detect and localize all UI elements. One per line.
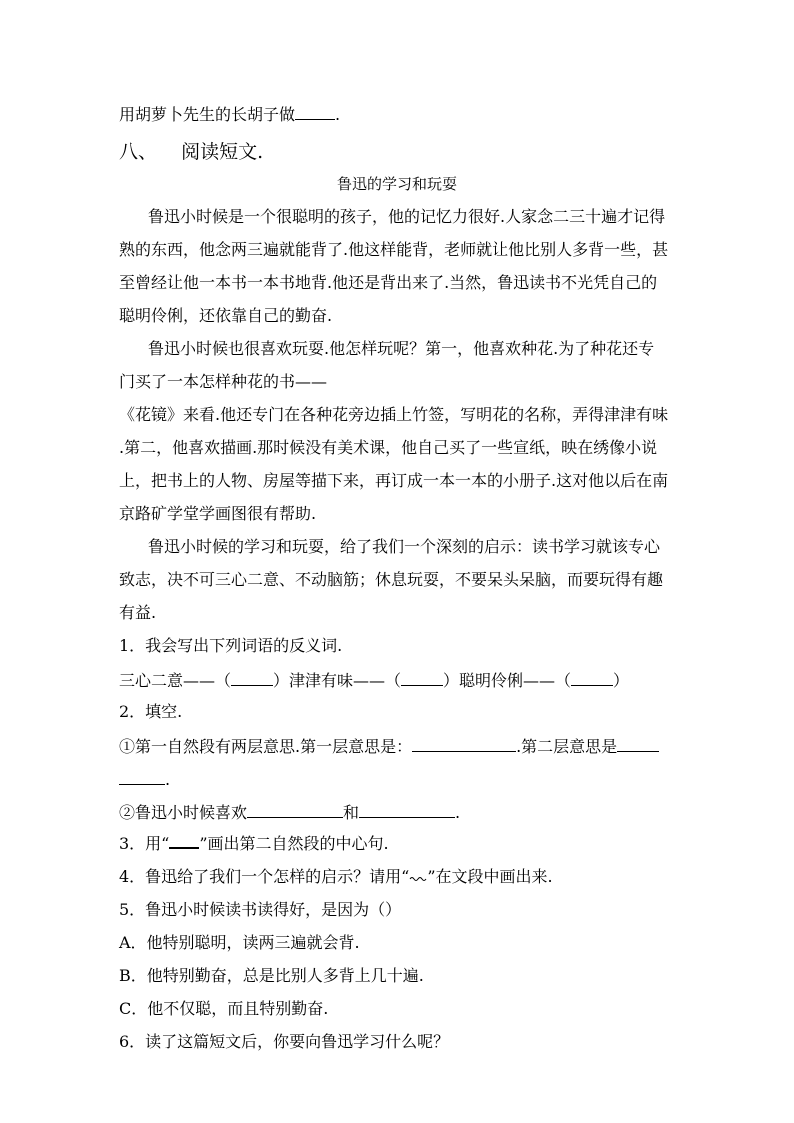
passage-line: 致志，决不可三心二意、不动脑筋；休息玩耍，不要呆头呆脑，而要玩得有趣 [119,570,664,589]
second-meaning-blank-cont[interactable] [119,768,165,785]
section-number: 八、 [119,141,158,163]
question-1: 1．我会写出下列词语的反义词. [119,636,343,655]
passage-line: 有益. [119,603,157,622]
antonym-blank-2[interactable] [401,669,443,686]
question-2-line-1: ①第一自然段有两层意思.第一层意思是： .第二层意思是 [119,735,659,757]
question-1-blanks: 三心二意——（ ）津津有味——（ ）聪明伶俐——（ ） [119,671,630,690]
question-3: 3．用“ ”画出第二自然段的中心句. [119,834,389,853]
question-5: 5．鲁迅小时候读书读得好，是因为（） [119,900,402,919]
answer-blank[interactable] [295,103,335,120]
passage-line: 京路矿学堂学画图很有帮助. [119,504,317,523]
question-2-line-2: ②鲁迅小时候喜欢 和 . [119,803,461,822]
passage-title: 鲁迅的学习和玩耍 [336,175,457,193]
option-b[interactable]: B．他特别勤奋，总是比别人多背上几十遍. [119,966,424,985]
antonym-blank-1[interactable] [231,669,273,686]
option-c[interactable]: C．他不仅聪，而且特别勤奋. [119,999,329,1018]
second-meaning-blank[interactable] [617,735,659,752]
section-heading [119,141,263,163]
antonym-blank-3[interactable] [571,669,613,686]
passage-line: 《花镜》来看.他还专门在各种花旁边插上竹签，写明花的名称，弄得津津有味 [119,405,669,424]
passage-line: 鲁迅小时候的学习和玩耍，给了我们一个深刻的启示：读书学习就该专心 [148,537,661,556]
section-title: 阅读短文. [181,141,264,163]
passage-line: .第二，他喜欢描画.那时候没有美术课，他自己买了一些宣纸，映在绣像小说 [119,438,658,457]
passage-line: 熟的东西，他念两三遍就能背了.他这样能背，老师就让他比别人多背一些，甚 [119,240,669,259]
passage-line: 聪明伶俐，还依靠自己的勤奋. [119,306,333,325]
option-a[interactable]: A．他特别聪明，读两三遍就会背. [119,933,360,952]
hobby-blank-2[interactable] [359,801,455,818]
question-4: 4．鲁迅给了我们一个怎样的启示？请用“ ”在文段中画出来. [119,867,553,886]
question-6: 6．读了这篇短文后，你要向鲁迅学习什么呢？ [119,1032,450,1051]
passage-line: 至曾经让他一本书一本书地背.他还是背出来了.当然，鲁迅读书不光凭自己的 [119,273,658,292]
hobby-blank-1[interactable] [247,801,343,818]
first-meaning-blank[interactable] [412,735,516,752]
previous-question-line: 用胡萝卜先生的长胡子做 . [119,105,341,124]
passage-line: 门买了一本怎样种花的书—— [119,372,328,391]
question-2: 2．填空. [119,702,183,721]
passage-line: 上，把书上的人物、房屋等描下来，再订成一本一本的小册子.这对他以后在南 [119,471,669,490]
previous-question-text: 用胡萝卜先生的长胡子做 [119,105,296,124]
passage-line: 鲁迅小时候是一个很聪明的孩子，他的记忆力很好.人家念二三十遍才记得 [148,207,666,226]
question-2-line-1-cont: . [119,768,170,790]
wavy-line-symbol [409,868,427,888]
straight-line-symbol [169,835,199,849]
passage-line: 鲁迅小时候也很喜欢玩耍.他怎样玩呢？第一，他喜欢种花.为了种花还专 [148,339,655,358]
